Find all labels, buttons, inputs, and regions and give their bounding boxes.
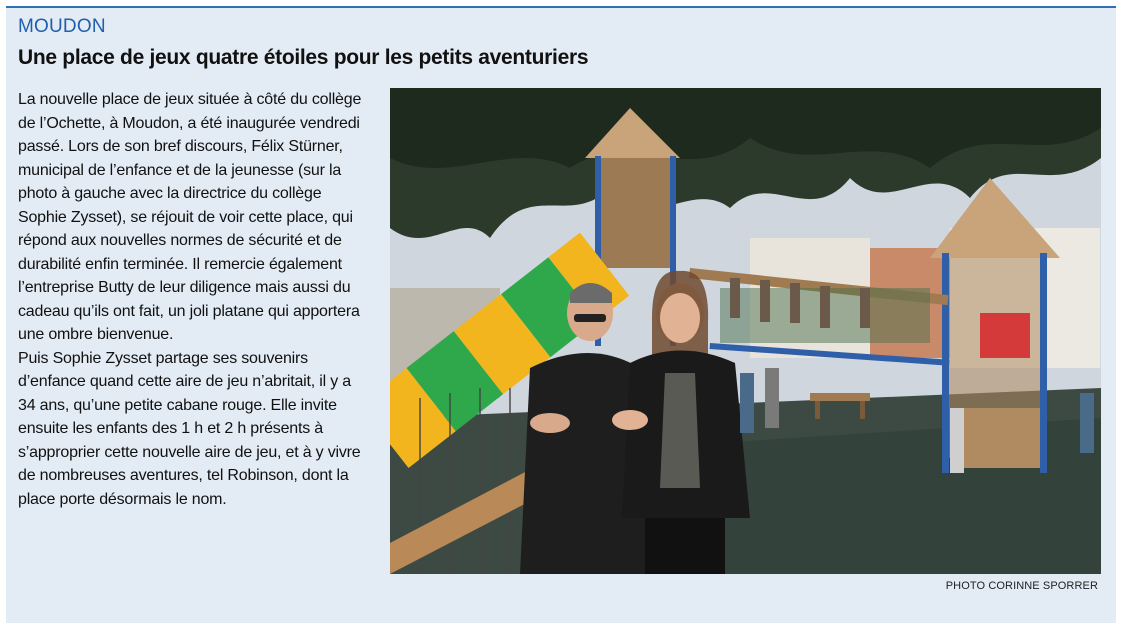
article-paragraph-1: La nouvelle place de jeux située à côté du collège de l’Ochette, à Moudon, a été inaugurée vendredi passé. Lors de son bref discours, Félix Stürner, municipal de l’enfance et de la jeunesse (sur la photo à gauche avec la directrice du collège Sophie Zysset), se réjouit de voir cette place, qui répond aux nouvelles normes de sécurité et de durabilité enfin terminée. Il remercie également l’entreprise Butty de leur diligence mais aussi du cadeau qu’ils ont fait, un joli platane qui apportera une ombre bienvenue.: [18, 91, 362, 343]
article-photo: [390, 88, 1101, 574]
article-paragraph-2: Puis Sophie Zysset partage ses souvenirs d’enfance quand cette aire de jeu n’abritait, il y a 34 ans, qu’une petite cabane rouge. Elle invite ensuite les enfants des 1 h et 2 h présents à s’approprier cette nouvelle aire de jeu, et à y vivre de nombreuses aventures, tel Robinson, dont la place porte désormais le nom.: [18, 349, 361, 508]
article-box: [6, 6, 1116, 623]
article-headline: Une place de jeux quatre étoiles pour les petits aventuriers: [18, 46, 589, 69]
photo-credit: PHOTO CORINNE SPORRER: [945, 580, 1098, 592]
article-body: [18, 88, 366, 511]
article-kicker: MOUDON: [18, 16, 106, 37]
